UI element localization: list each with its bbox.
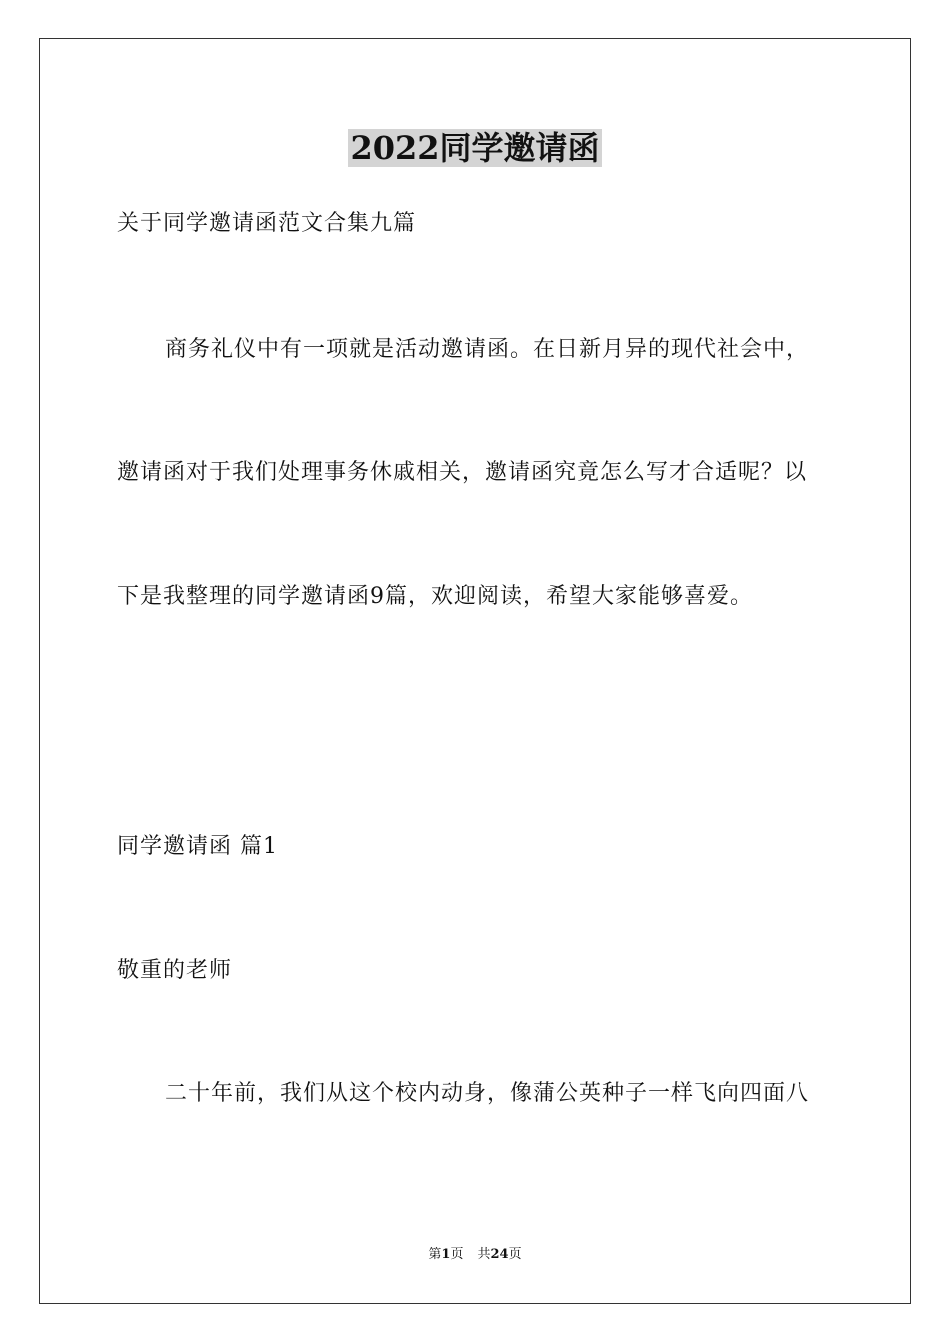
footer-total-suffix: 页 [508,1247,522,1262]
document-title-text: 2022同学邀请函 [350,129,600,167]
document-subtitle: 关于同学邀请函范文合集九篇 [117,211,417,236]
footer-total-prefix: 共 [477,1247,491,1262]
footer-page-number: 1 [441,1247,451,1262]
intro-line: 邀请函对于我们处理事务休戚相关，邀请函究竟怎么写才合适呢？以 [117,460,808,485]
salutation: 敬重的老师 [117,958,233,983]
intro-line: 下是我整理的同学邀请函9篇，欢迎阅读，希望大家能够喜爱。 [117,584,753,609]
body-line: 二十年前，我们从这个校内动身，像蒲公英种子一样飞向四面八 [165,1081,810,1106]
footer-page-prefix: 第 [428,1247,442,1262]
footer-page-suffix: 页 [450,1247,464,1262]
document-title [0,126,950,170]
page-footer [0,1246,950,1264]
section-heading: 同学邀请函 篇1 [117,834,278,859]
footer-total-pages: 24 [490,1247,509,1262]
intro-line: 商务礼仪中有一项就是活动邀请函。在日新月异的现代社会中， [165,337,810,362]
